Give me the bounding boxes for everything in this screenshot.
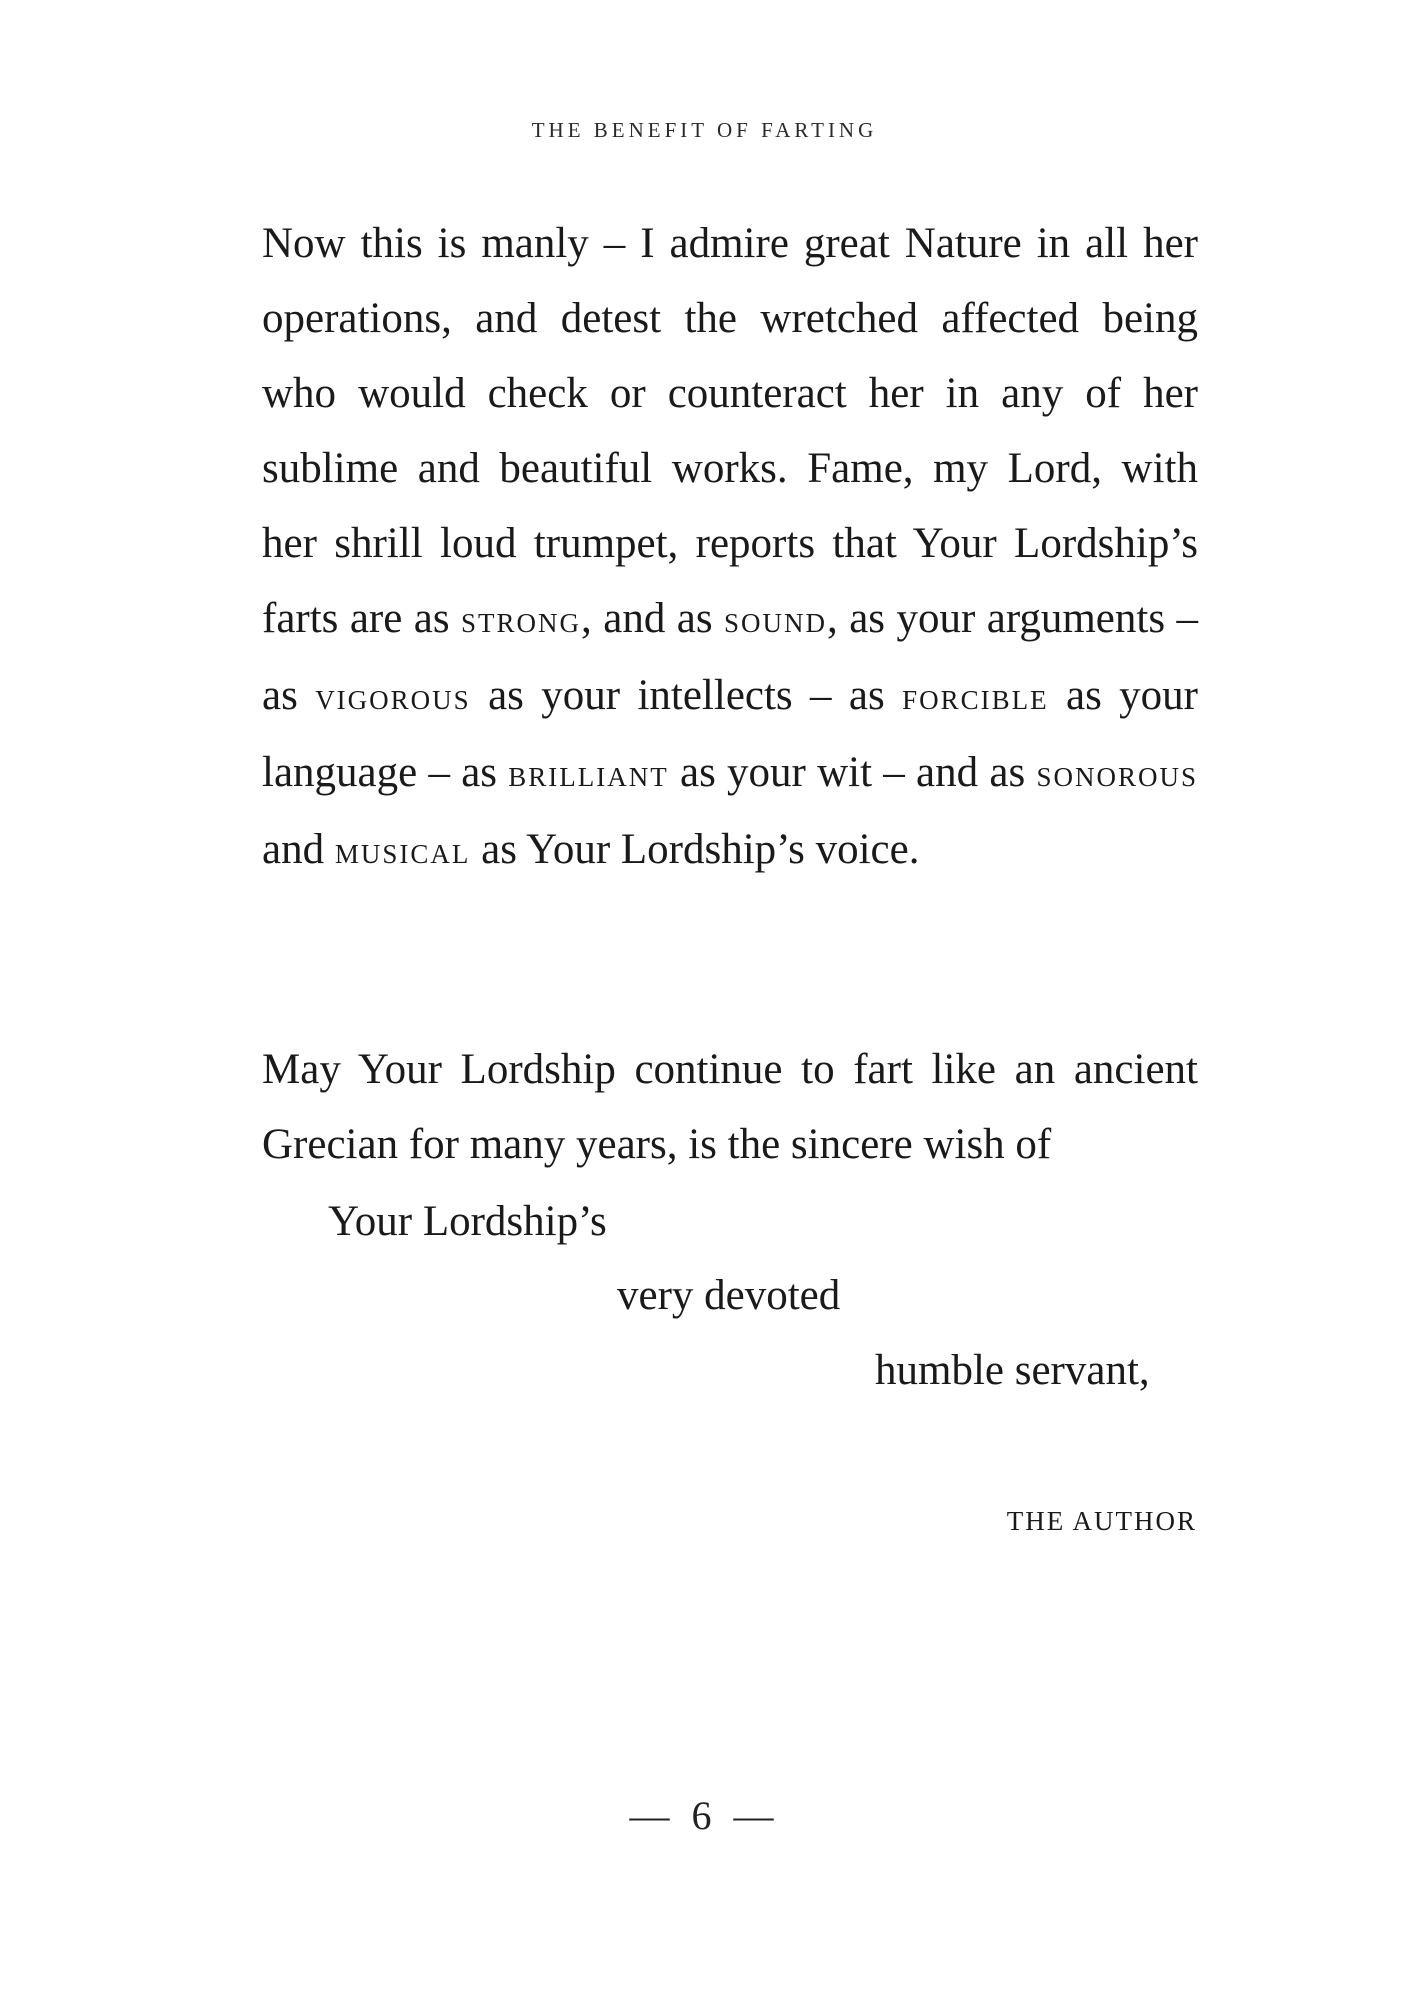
text-segment: as your language – as <box>262 672 1198 796</box>
small-caps-word: brilliant <box>508 753 669 795</box>
small-caps-word: vigorous <box>315 676 471 718</box>
body-paragraph-2: May Your Lordship continue to fart like an ancient Grecian for many years, is the sincere wish of <box>262 1046 1198 1168</box>
body-paragraph-1 <box>262 206 1198 889</box>
running-head: THE BENEFIT OF FARTING <box>531 118 878 142</box>
small-caps-word: musical <box>334 830 471 872</box>
signature: THE AUTHOR <box>1006 1506 1197 1536</box>
text-segment: Now this is manly – I admire great Nature in all her operations, and detest the wretched affected being who would check or counteract her in any of her sublime and beautiful works. Fame, my Lord, with her shrill loud trumpet, reports that Your Lordship’s farts are as <box>262 220 1198 642</box>
closing-line-2: very devoted <box>617 1272 841 1319</box>
text-segment: as your wit – and as <box>668 749 1037 796</box>
text-segment: , as your arguments – as <box>262 595 1199 719</box>
page-number: — 6 — <box>629 1793 780 1838</box>
closing-line-1: Your Lordship’s <box>328 1198 607 1245</box>
text-segment: as Your Lordship’s voice. <box>470 826 920 873</box>
small-caps-word: strong <box>461 599 582 641</box>
small-caps-word: sound <box>724 599 828 641</box>
closing-line-3: humble servant, <box>875 1347 1150 1394</box>
text-segment: as your intellects – as <box>470 672 903 719</box>
small-caps-word: forcible <box>902 676 1049 718</box>
small-caps-word: sonorous <box>1036 753 1198 795</box>
text-segment: and <box>262 826 335 873</box>
text-segment: , and as <box>581 595 725 642</box>
